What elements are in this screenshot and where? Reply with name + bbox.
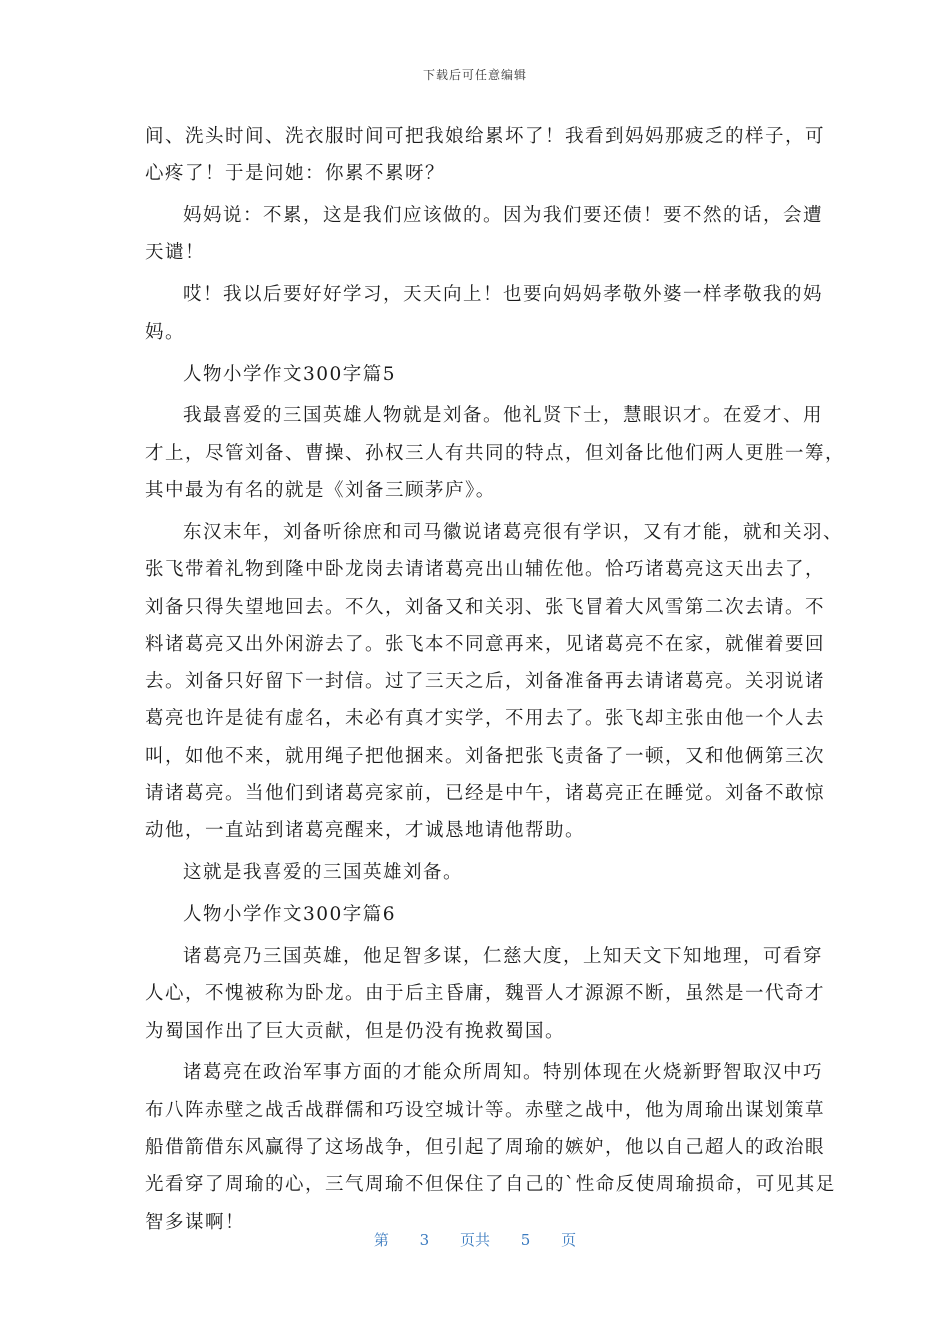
paragraph-line: 其中最为有名的就是《刘备三顾茅庐》。 [145, 480, 496, 502]
footer-total-label: 页共 [459, 1231, 490, 1249]
paragraph-line: 心疼了！于是问她：你累不累呀？ [145, 163, 446, 185]
paragraph-line: 叫，如他不来，就用绳子把他捆来。刘备把张飞责备了一顿，又和他俩第三次 [145, 745, 826, 767]
paragraph-line: 才上，尽管刘备、曹操、孙权三人有共同的特点，但刘备比他们两人更胜一筹， [145, 442, 846, 464]
paragraph [145, 896, 807, 933]
paragraph-line: 为蜀国作出了巨大贡献，但是仍没有挽救蜀国。 [145, 1020, 566, 1042]
paragraph [145, 514, 844, 850]
page-footer [0, 1229, 950, 1250]
footer-page-number: 3 [419, 1231, 430, 1249]
paragraph-line: 妈妈说：不累，这是我们应该做的。因为我们要还债！要不然的话，会遭 [183, 205, 824, 227]
page-header [0, 66, 950, 83]
document-body [145, 118, 846, 1246]
paragraph-line: 东汉末年，刘备听徐庶和司马徽说诸葛亮很有学识，又有才能，就和关羽、 [183, 521, 844, 543]
paragraph-line: 这就是我喜爱的三国英雄刘备。 [183, 862, 464, 884]
paragraph-line: 光看穿了周瑜的心，三气周瑜不但保住了自己的`性命反使周瑜损命，可见其足 [145, 1174, 836, 1196]
paragraph-line: 天谴！ [145, 242, 206, 264]
footer-page-label: 第 [373, 1231, 389, 1249]
paragraph-line: 诸葛亮乃三国英雄，他足智多谋，仁慈大度，上知天文下知地理，可看穿 [183, 945, 824, 967]
footer-suffix: 页 [561, 1231, 577, 1249]
paragraph-line: 请诸葛亮。当他们到诸葛亮家前，已经是中午，诸葛亮正在睡觉。刘备不敢惊 [145, 783, 826, 805]
paragraph-line: 我最喜爱的三国英雄人物就是刘备。他礼贤下士，慧眼识才。在爱才、用 [183, 405, 824, 427]
paragraph [145, 1054, 836, 1240]
paragraph-line: 动他，一直站到诸葛亮醒来，才诚恳地请他帮助。 [145, 820, 586, 842]
paragraph-line: 妈。 [145, 321, 186, 343]
paragraph-line: 人物小学作文300字篇6 [183, 904, 397, 926]
paragraph-line: 诸葛亮在政治军事方面的才能众所周知。特别体现在火烧新野智取汉中巧 [183, 1062, 824, 1084]
paragraph [145, 197, 824, 272]
paragraph-line: 张飞带着礼物到隆中卧龙岗去请诸葛亮出山辅佐他。恰巧诸葛亮这天出去了， [145, 559, 826, 581]
paragraph-line: 刘备只得失望地回去。不久，刘备又和关羽、张飞冒着大风雪第二次去请。不 [145, 596, 826, 618]
paragraph-line: 人物小学作文300字篇5 [183, 363, 397, 385]
footer-total-pages: 5 [520, 1231, 531, 1249]
header-text: 下载后可任意编辑 [422, 68, 527, 82]
paragraph-line: 船借箭借东风赢得了这场战争，但引起了周瑜的嫉妒，他以自己超人的政治眼 [145, 1137, 826, 1159]
paragraph-line: 间、洗头时间、洗衣服时间可把我娘给累坏了！我看到妈妈那疲乏的样子，可 [145, 126, 826, 147]
paragraph [145, 276, 824, 351]
paragraph-line: 去。刘备只好留下一封信。过了三天之后，刘备准备再去请诸葛亮。关羽说诸 [145, 671, 826, 693]
paragraph-line: 布八阵赤壁之战舌战群儒和巧设空城计等。赤壁之战中，他为周瑜出谋划策草 [145, 1099, 826, 1121]
paragraph-line: 哎！我以后要好好学习，天天向上！也要向妈妈孝敬外婆一样孝敬我的妈 [183, 284, 824, 306]
paragraph-line: 料诸葛亮又出外闲游去了。张飞本不同意再来，见诸葛亮不在家，就催着要回 [145, 633, 826, 655]
paragraph [145, 356, 807, 393]
paragraph [145, 938, 826, 1050]
paragraph-line: 葛亮也许是徒有虚名，未必有真才实学，不用去了。张飞却主张由他一个人去 [145, 708, 826, 730]
paragraph [145, 854, 807, 891]
paragraph-line: 人心，不愧被称为卧龙。由于后主昏庸，魏晋人才源源不断，虽然是一代奇才 [145, 983, 826, 1005]
paragraph [145, 397, 846, 509]
paragraph-line: 智多谋啊！ [145, 1211, 246, 1233]
paragraph [145, 118, 826, 193]
